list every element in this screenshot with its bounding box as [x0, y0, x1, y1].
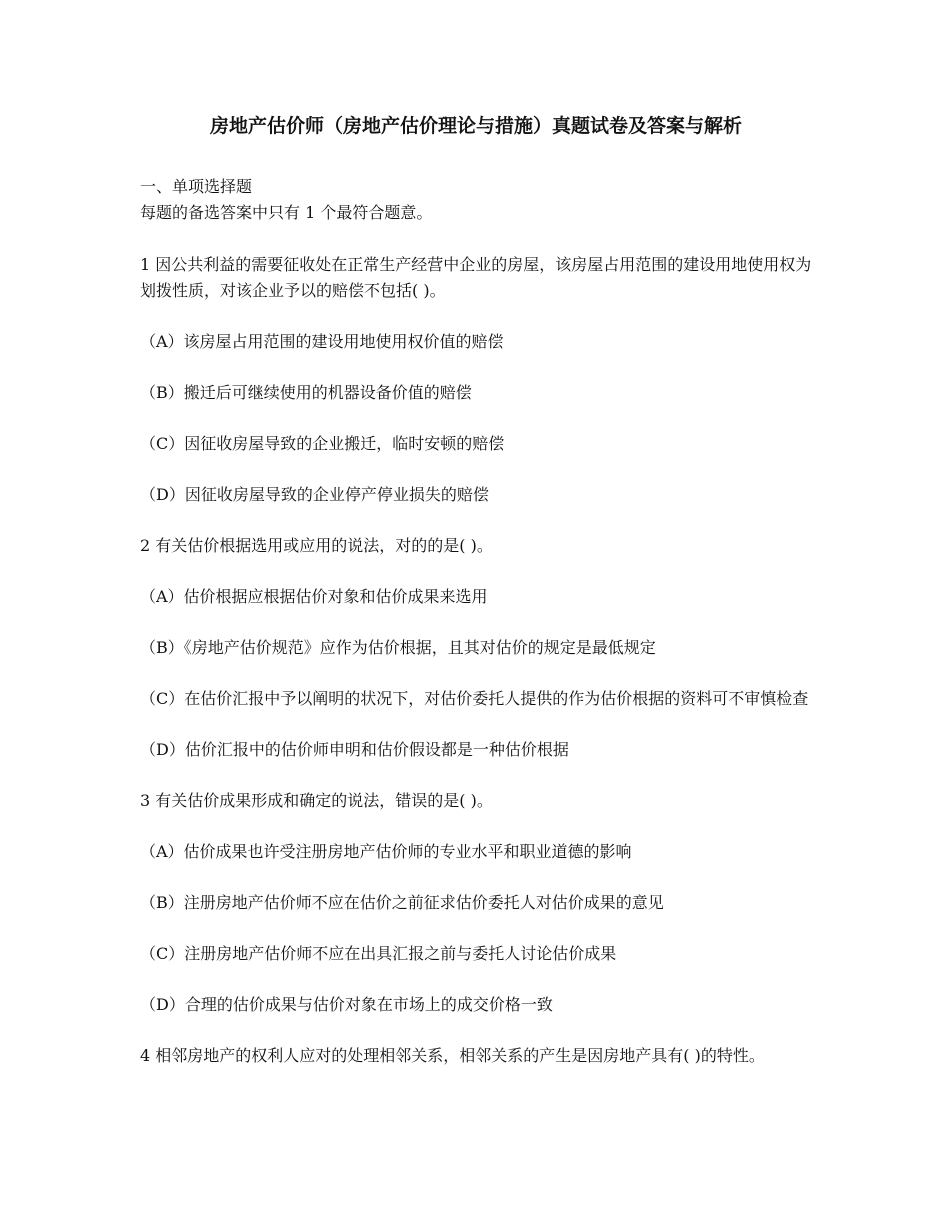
- option-a: （A）估价根据应根据估价对象和估价成果来选用: [140, 587, 488, 606]
- section-instruction: 每题的备选答案中只有 1 个最符合题意。: [140, 203, 433, 222]
- question-1: [140, 252, 812, 508]
- question-text: 4 相邻房地产的权利人应对的处理相邻关系，相邻关系的产生是因房地产具有( )的特性。: [140, 1046, 765, 1065]
- option-d: （D）估价汇报中的估价师申明和估价假设都是一种估价根据: [140, 740, 569, 759]
- question-text: 2 有关估价根据选用或应用的说法，对的的是( )。: [140, 536, 493, 555]
- option-b: （B）《房地产估价规范》应作为估价根据，且其对估价的规定是最低规定: [140, 638, 656, 657]
- question-text: 3 有关估价成果形成和确定的说法，错误的是( )。: [140, 791, 493, 810]
- option-b: （B）搬迁后可继续使用的机器设备价值的赔偿: [140, 383, 472, 402]
- option-c: （C）因征收房屋导致的企业搬迁，临时安顿的赔偿: [140, 434, 505, 453]
- option-c: （C）注册房地产估价师不应在出具汇报之前与委托人讨论估价成果: [140, 944, 617, 963]
- option-d: （D）因征收房屋导致的企业停产停业损失的赔偿: [140, 485, 489, 504]
- option-a: （A）估价成果也许受注册房地产估价师的专业水平和职业道德的影响: [140, 842, 632, 861]
- document-title: 房地产估价师（房地产估价理论与措施）真题试卷及答案与解析: [209, 115, 742, 137]
- section-heading: 一、单项选择题: [140, 177, 253, 196]
- option-d: （D）合理的估价成果与估价对象在市场上的成交价格一致: [140, 995, 553, 1014]
- question-4: [140, 1043, 812, 1069]
- question-2: [140, 533, 812, 763]
- question-text: 1 因公共利益的需要征收处在正常生产经营中企业的房屋，该房屋占用范围的建设用地使用权为划拨性质，对该企业予以的赔偿不包括( )。: [140, 255, 812, 300]
- option-a: （A）该房屋占用范围的建设用地使用权价值的赔偿: [140, 332, 504, 351]
- option-c: （C）在估价汇报中予以阐明的状况下，对估价委托人提供的作为估价根据的资料可不审慎检查: [140, 689, 809, 708]
- option-b: （B）注册房地产估价师不应在估价之前征求估价委托人对估价成果的意见: [140, 893, 664, 912]
- question-3: [140, 788, 812, 1018]
